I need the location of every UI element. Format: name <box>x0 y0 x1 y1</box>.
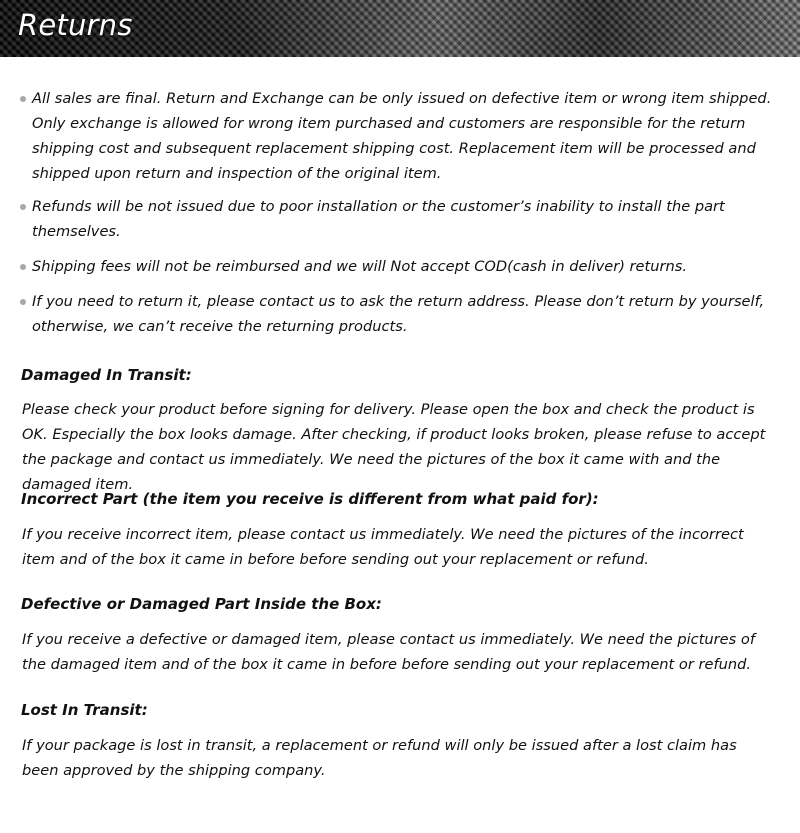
page-title: Returns <box>18 8 133 42</box>
section-heading-defective-part: Defective or Damaged Part Inside the Box: <box>21 595 382 613</box>
bullet-text: If you need to return it, please contact us to ask the return address. Please don’t return by yourself, otherwise, we can’t receive the returning products. <box>32 293 765 335</box>
section-heading-incorrect-part: Incorrect Part (the item you receive is different from what paid for): <box>21 490 599 508</box>
section-body-defective-part: If you receive a defective or damaged item, please contact us immediately. We need the pictures of the damaged item and of the box it came in before before sending out your replacement or refund. <box>22 631 755 673</box>
returns-header-banner <box>0 0 800 57</box>
bullet-icon <box>20 299 26 305</box>
bullet-text: Shipping fees will not be reimbursed and we will Not accept COD(cash in deliver) returns. <box>32 258 687 275</box>
section-body-lost-in-transit: If your package is lost in transit, a replacement or refund will only be issued after a lost claim has been approved by the shipping company. <box>22 737 737 779</box>
bullet-icon <box>20 204 26 210</box>
bullet-text: All sales are final. Return and Exchange can be only issued on defective item or wrong item shipped. Only exchange is allowed for wrong item purchased and customers are responsible for the return shipping cost and subsequent replacement shipping cost. Replacement item will be processed and shipped upon return and inspection of the original item. <box>32 90 772 182</box>
section-body-damaged-in-transit: Please check your product before signing for delivery. Please open the box and check the product is OK. Especially the box looks damage. After checking, if product looks broken, please refuse to accept the package and contact us immediately. We need the pictures of the box it came with and the damaged item. <box>22 401 766 493</box>
bullet-icon <box>20 264 26 270</box>
bullet-text: Refunds will be not issued due to poor installation or the customer’s inability to install the part themselves. <box>32 198 725 240</box>
section-heading-damaged-in-transit: Damaged In Transit: <box>21 366 192 384</box>
section-heading-lost-in-transit: Lost In Transit: <box>21 701 148 719</box>
bullet-icon <box>20 96 26 102</box>
section-body-incorrect-part: If you receive incorrect item, please contact us immediately. We need the pictures of the incorrect item and of the box it came in before before sending out your replacement or refund. <box>22 526 744 568</box>
